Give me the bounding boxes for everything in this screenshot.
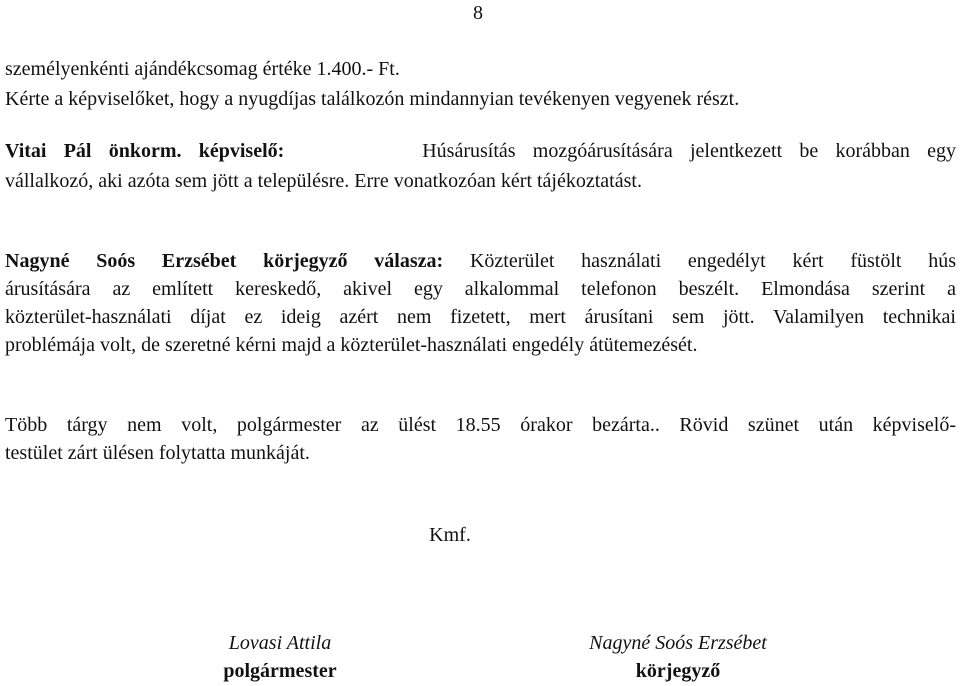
text-span: Közterület használati engedélyt kért füstölt hús [469,250,956,272]
text-line: közterület-használati díjat ez ideig azért nem fizetett, mert árusítani sem jött. Valamilyen technikai [5,306,956,328]
signature-title: körjegyző [635,660,721,682]
text-line: problémája volt, de szeretné kérni majd a közterület-használati engedély átütemezését. [5,334,698,356]
text-line: árusítására az említett kereskedő, akivel egy alkalommal telefonon beszélt. Elmondása szerint a [5,278,956,300]
text-line: személyenkénti ajándékcsomag értéke 1.400.- Ft. [5,58,400,80]
speaker-name: Vitai Pál önkorm. képviselő: [5,140,285,162]
signature-name: Nagyné Soós Erzsébet [589,632,767,654]
text-line: Kérte a képviselőket, hogy a nyugdíjas találkozón mindannyian tevékenyen vegyenek részt. [5,88,740,110]
text-line [5,250,956,273]
text-line: testület zárt ülésen folytatta munkáját. [5,442,310,464]
text-span: Húsárusítás mozgóárusítására jelentkezett be korábban egy [422,140,957,162]
text-line: vállalkozó, aki azóta sem jött a településre. Erre vonatkozóan kért tájékoztatást. [5,170,642,192]
signature-title: polgármester [223,660,337,682]
speaker-name: Nagyné Soós Erzsébet körjegyző válasza: [5,250,444,272]
kmf-label: Kmf. [429,524,471,546]
page-number: 8 [473,2,483,24]
text-line [5,140,956,163]
text-line: Több tárgy nem volt, polgármester az ülést 18.55 órakor bezárta.. Rövid szünet után képviselő- [5,414,956,436]
signature-name: Lovasi Attila [228,632,332,654]
